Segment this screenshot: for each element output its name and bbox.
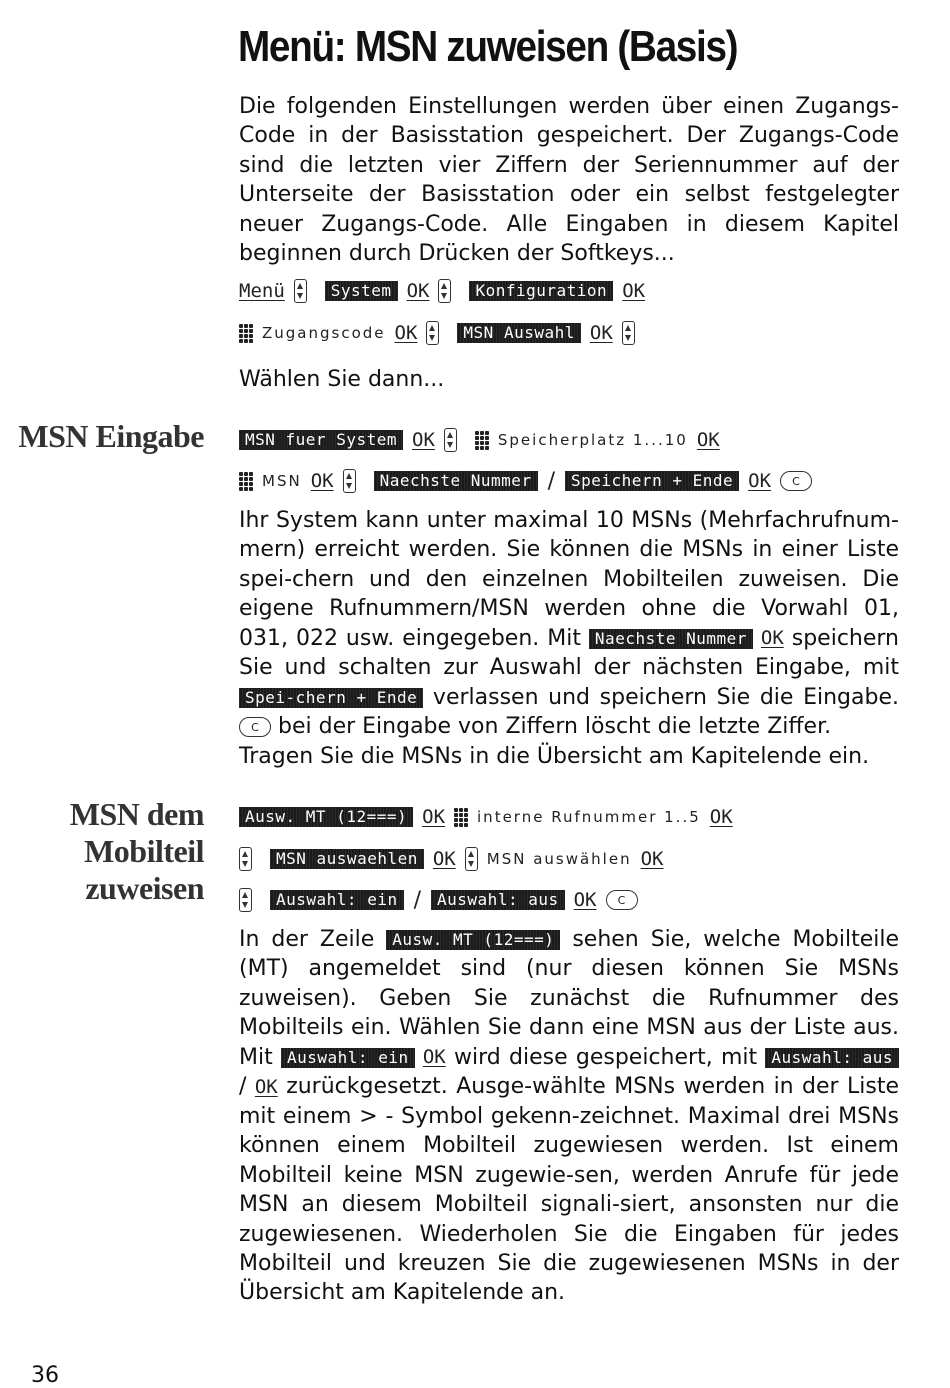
speicherplatz-text: Speicherplatz 1...10 [497, 431, 688, 449]
lcd-auswahl-aus: Auswahl: aus [765, 1048, 899, 1068]
ok-key: OK [412, 429, 435, 451]
c-key-icon: C [239, 717, 271, 737]
c-key-icon: C [606, 890, 638, 910]
keypad-icon [239, 472, 253, 491]
keypad-icon [475, 431, 489, 450]
menu-sequence-2 [239, 318, 635, 348]
ok-key: OK [709, 806, 733, 828]
interne-rufnummer-text: interne Rufnummer 1..5 [477, 808, 701, 826]
up-down-arrow-icon [465, 847, 478, 871]
mobilteil-body [239, 925, 899, 1308]
ok-key: OK [422, 1045, 446, 1068]
body-text: zurückgesetzt. Ausge-wählte MSNs werden in der Liste mit einem > - Symbol gekenn-zeichnet. Maximal drei MSNs können einem Mobilteil zugewiesen werden. Ist einem Mobilteil keine MSN zugewie-sen, werden Anrufe für jede MSN an diesem Mobilteil signali-siert, ansonsten nur die zugewiesenen. Wiederholen Sie die Eingaben für jedes Mobilteil und kreuzen Sie die zugewiesenen MSNs in der Übersicht am Kapitelende an. [239, 1074, 900, 1306]
keypad-icon [239, 324, 253, 343]
side-label-msn-dem-mobilteil: MSN dem Mobilteil zuweisen [69, 796, 204, 906]
menu-sequence-1 [239, 276, 645, 306]
body-text: sehen Sie, welche Mobilteile (MT) angemeldet sind (nur diesen können Sie MSNs zuweisen). Geben Sie zunächst die Rufnummer des Mobilteils ein. Wählen Sie dann eine MSN aus der Liste aus. Mit [239, 927, 899, 1070]
msn-auswaehlen-text: MSN auswählen [486, 850, 632, 868]
ok-key: OK [422, 806, 446, 828]
waehlen-text: Wählen Sie dann... [239, 367, 445, 392]
body-text: In der Zeile [239, 927, 375, 952]
lcd-auswahl-ein: Auswahl: ein [281, 1048, 415, 1068]
ok-key: OK [394, 322, 418, 344]
slash-separator: / [413, 887, 422, 913]
body-text: bei der Eingabe von Ziffern löscht die letzte Ziffer. [278, 714, 832, 740]
up-down-arrow-icon [239, 888, 252, 912]
ok-key: OK [622, 280, 646, 302]
lcd-msn-auswaehlen: MSN auswaehlen [270, 849, 424, 869]
body-text: speichern Sie und schalten zur Auswahl der nächsten Eingabe, mit [239, 625, 899, 681]
lcd-naechste-nummer: Naechste Nummer [589, 629, 753, 649]
up-down-arrow-icon [239, 847, 252, 871]
page-title: Menü: MSN zuweisen (Basis) [238, 22, 738, 71]
lcd-ausw-mt: Ausw. MT (12===) [386, 930, 560, 950]
msn-eingabe-sequence-1 [239, 425, 720, 455]
up-down-arrow-icon [426, 321, 439, 345]
ok-key: OK [696, 429, 720, 451]
up-down-arrow-icon [343, 469, 356, 493]
msn-eingabe-body [239, 506, 899, 771]
body-text: Ihr System kann unter maximal 10 MSNs (Mehrfachrufnum-mern) erreicht werden. Sie können die MSNs in einer Liste spei-chern und den einzelnen Mobilteilen zuweisen. Die eigene Rufnummern/MSN werden ohne die Vorwahl 01, 031, 022 usw. eingegeben. Mit [239, 508, 899, 651]
intro-paragraph: Die folgenden Einstellungen werden über einen Zugangs-Code in der Basisstation gespeichert. Der Zugangs-Code sind die letzten vier Ziffern der Seriennummer auf der Unterseite der Basisstation oder ein selbst festgelegter neuer Zugangs-Code. Alle Eingaben in diesem Kapitel beginnen durch Drücken der Softkeys... [239, 94, 899, 267]
body-text: Tragen Sie die MSNs in die Übersicht am Kapitelende ein. [239, 743, 870, 769]
mobilteil-sequence-3 [239, 885, 638, 915]
up-down-arrow-icon [622, 321, 635, 345]
lcd-auswahl-ein: Auswahl: ein [270, 890, 404, 910]
lcd-msn-fuer-system: MSN fuer System [239, 430, 403, 450]
c-key-icon: C [780, 471, 812, 491]
lcd-msn-auswahl: MSN Auswahl [457, 323, 580, 343]
zugangscode-text: Zugangscode [262, 324, 386, 342]
lcd-auswahl-aus: Auswahl: aus [431, 890, 565, 910]
ok-key: OK [432, 848, 456, 870]
lcd-naechste-nummer: Naechste Nummer [374, 471, 538, 491]
mobilteil-sequence-1 [239, 802, 733, 832]
ok-key: OK [310, 470, 334, 492]
lcd-speichern-ende: Speichern + Ende [565, 471, 739, 491]
menu-key: Menü [239, 280, 285, 302]
up-down-arrow-icon [294, 279, 307, 303]
ok-key: OK [406, 280, 430, 302]
ok-key: OK [760, 626, 784, 649]
ok-key: OK [589, 322, 613, 344]
ok-key: OK [573, 889, 597, 911]
ok-key: OK [640, 848, 664, 870]
slash-separator: / [239, 1074, 247, 1100]
msn-text: MSN [262, 472, 302, 490]
up-down-arrow-icon [438, 279, 451, 303]
lcd-konfiguration: Konfiguration [469, 281, 613, 301]
lcd-speichern-ende: Spei-chern + Ende [239, 688, 423, 708]
body-text: wird diese gespeichert, mit [454, 1044, 758, 1070]
ok-key: OK [748, 470, 772, 492]
up-down-arrow-icon [444, 428, 457, 452]
mobilteil-sequence-2 [239, 844, 663, 874]
slash-separator: / [547, 468, 555, 494]
side-label-msn-eingabe: MSN Eingabe [18, 418, 204, 454]
body-text: verlassen und speichern Sie die Eingabe. [432, 684, 899, 710]
lcd-ausw-mt: Ausw. MT (12===) [239, 807, 413, 827]
ok-key: OK [254, 1075, 278, 1098]
keypad-icon [454, 808, 468, 827]
lcd-system: System [325, 281, 398, 301]
page-number: 36 [31, 1363, 59, 1388]
msn-eingabe-sequence-2 [239, 466, 812, 496]
